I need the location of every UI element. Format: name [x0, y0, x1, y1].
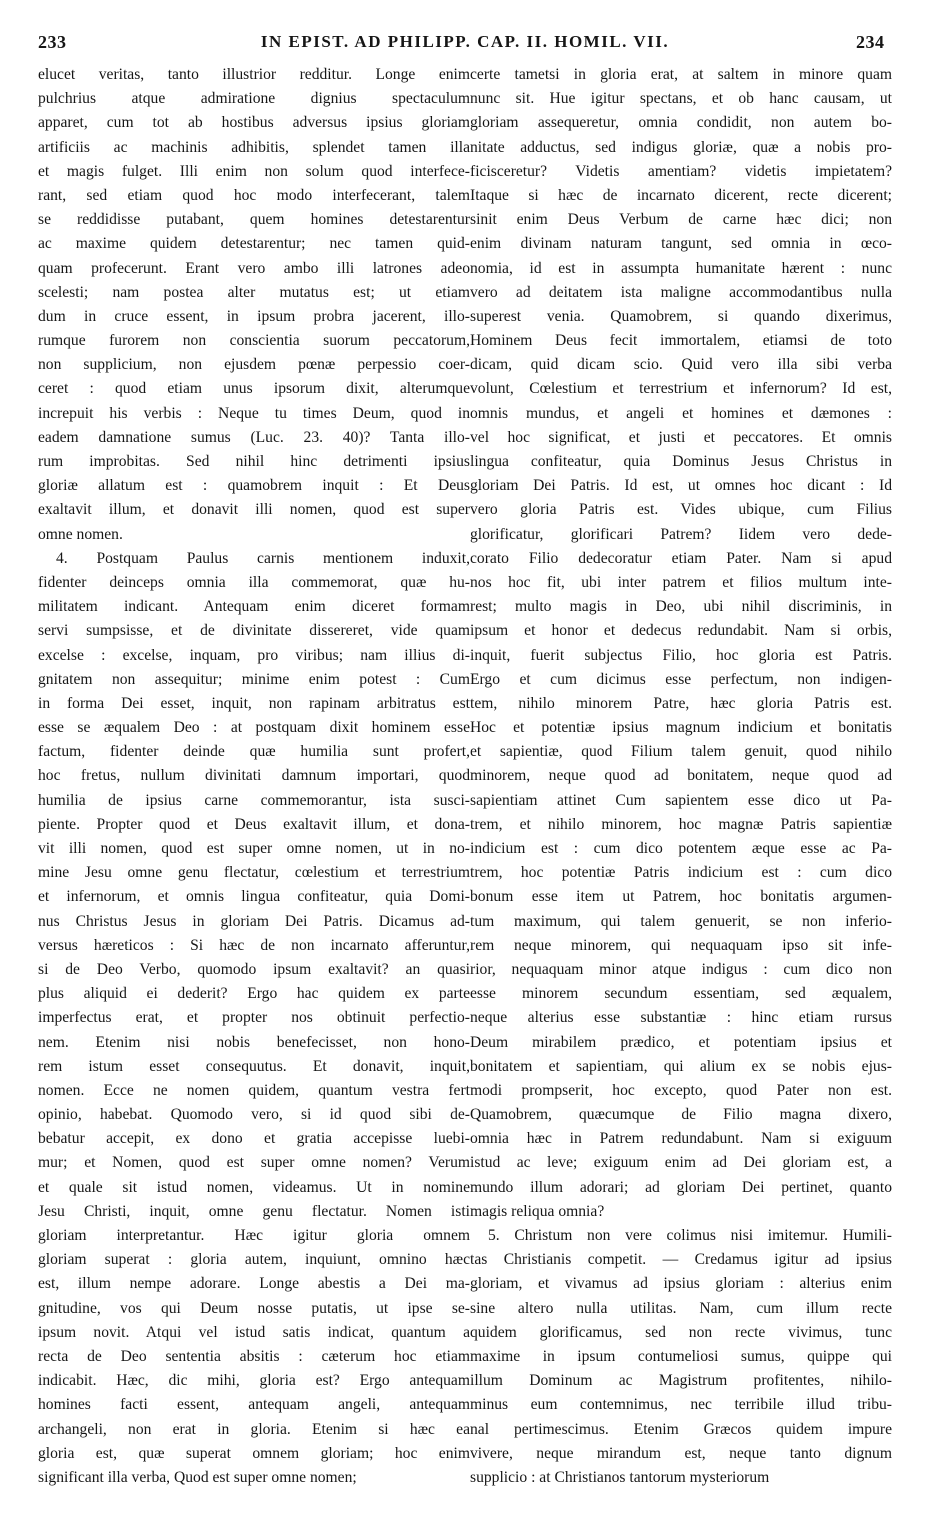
- text-line: archangeli, non erat in gloria. Etenim si hæc ea: [38, 1420, 470, 1438]
- text-line: gloriam Dei Patris. Id est, ut omnes hoc dicant : Id: [470, 477, 892, 495]
- text-line: versus hæreticos : Si hæc de non incarnato afferuntur,: [38, 936, 470, 954]
- text-line: 5. Christum non vere colimus nisi imitemur. Humili-: [488, 1227, 892, 1244]
- text-line: esse minorem secundum essentiam, sed æqualem,: [470, 985, 892, 1003]
- text-line: corato Filio dedecoratur etiam Pater. Nam si apud: [470, 549, 892, 567]
- text-line: quidem glorificamus, sed non recte vivimus, tunc: [470, 1323, 892, 1341]
- text-line: vel hoc significat, et justi et peccatores. Et omnis: [470, 428, 892, 446]
- text-line: vivere, neque mirandum est, neque tanto dignum: [470, 1444, 892, 1462]
- text-line: ipsum et honor et dedecus redundabit. Nam si orbis,: [470, 622, 892, 640]
- text-line: modi prompserit, hoc excepto, quod Pater non est.: [470, 1081, 892, 1099]
- text-line: et infernorum, et omnis lingua confiteatur, quia Domi-: [38, 888, 470, 906]
- text-line: ipsum novit. Atqui vel istud satis indicat, quantum a: [38, 1323, 470, 1341]
- text-line: homines facti essent, antequam angeli, antequam: [38, 1396, 470, 1414]
- text-line: excelse : excelse, inquam, pro viribus; nam illius di-: [38, 646, 470, 664]
- text-line: vero gloria Patris est. Vides ubique, cum Filius: [470, 501, 892, 519]
- text-line: gloria est, quæ superat omnem gloriam; hoc enim: [38, 1444, 470, 1462]
- text-line: nus Christus Jesus in gloriam Dei Patris. Dicamus ad-: [38, 912, 470, 930]
- left-text-column: [38, 63, 470, 1490]
- text-line: increpuit his verbis : Neque tu times Deum, quod in: [38, 404, 470, 422]
- text-line: ac maxime quidem detestarentur; nec tamen quid-: [38, 235, 470, 253]
- text-line: gloriam superat : gloria autem, inquiunt, omnino hæc: [38, 1251, 470, 1269]
- text-line: glorificatur, glorificari Patrem? Iidem vero dede-: [470, 525, 892, 543]
- text-line: hoc fretus, nullum divinitati damnum importari, quod: [38, 767, 470, 785]
- text-line: ceret : quod etiam unus ipsorum dixit, alterumque: [38, 380, 470, 398]
- text-line: factum, fidenter deinde quæ humilia sunt profert,: [38, 743, 470, 761]
- text-line: Deum mirabilem prædico, et potentiam ipsius et: [470, 1033, 892, 1051]
- text-line: lingua confiteatur, quia Dominus Jesus Christus in: [470, 453, 892, 470]
- text-line: vit illi nomen, quod est super omne nomen, ut in no-: [38, 840, 470, 857]
- text-line: rest; multo magis in Deo, ubi nihil discriminis, in: [470, 598, 892, 616]
- text-line: superest venia. Quamobrem, si quando dixerimus,: [470, 307, 892, 325]
- text-line: istud ac leve; exiguum enim ad Dei gloriam est, a: [470, 1154, 892, 1172]
- text-line: recta de Deo sententia absitis : cæterum hoc etiam: [38, 1347, 470, 1365]
- text-line: humilia de ipsius carne commemorantur, ista susci-: [38, 791, 470, 809]
- text-line: rem istum esset consequutus. Et donavit, inquit,: [38, 1057, 470, 1075]
- text-line: minus eum contemnimus, nec terribile illud tribu-: [470, 1396, 892, 1414]
- text-line: tum maximum, qui talem genuerit, se non inferio-: [470, 912, 892, 930]
- text-line: servi sumpsisse, et de divinitate dissereret, vide quam: [38, 622, 470, 640]
- page-number-left: 233: [38, 32, 67, 52]
- text-line: dicam, quid dicam scio. Quid vero illa sibi verba: [470, 356, 892, 374]
- text-line: quam profecerunt. Erant vero ambo illi latrones adeo: [38, 259, 470, 277]
- text-line: indicium est : cum dico potentem æque esse ac Pa-: [470, 840, 892, 857]
- text-line: si de Deo Verbo, quomodo ipsum exaltavit? an quasi: [38, 960, 470, 978]
- text-line: 4. Postquam Paulus carnis mentionem induxit,: [56, 549, 470, 567]
- text-line: tem, nihilo minorem Patre, hæc gloria Patris est.: [470, 694, 892, 712]
- text-line: tas Christianis competit. — Credamus igitur ad ipsius: [470, 1251, 892, 1269]
- text-line: neque alterius esse substantiæ : hinc etiam rursus: [470, 1009, 892, 1027]
- text-line: exaltavit illum, et donavit illi nomen, quod est super: [38, 501, 470, 519]
- text-line: maxime in ipsum contumeliosi sumus, quippe qui: [470, 1347, 892, 1365]
- text-line: mundo illum adorari; ad gloriam Dei pertinet, quanto: [470, 1178, 892, 1196]
- text-line: eadem damnatione sumus (Luc. 23. 40)? Tanta illo-: [38, 428, 470, 446]
- text-line: plus aliquid ei dederit? Ergo hac quidem ex parte: [38, 985, 470, 1003]
- text-line: se reddidisse putabant, quem homines detestarentur: [38, 211, 470, 229]
- text-line: artificiis ac machinis adhibitis, splendet tamen illa: [38, 138, 470, 156]
- text-line: enim divinam naturam tangunt, sed omnia in œco-: [470, 235, 892, 253]
- text-line: volunt, Cœlestium et terrestrium et infernorum? Id est,: [470, 380, 892, 398]
- text-line: vero ad deitatem ista maligne accommodantibus nulla: [470, 283, 892, 301]
- text-line: sinit enim Deus Verbum de carne hæc dici; non: [470, 211, 892, 229]
- text-line: imperfectus erat, et propter nos obtinuit perfectio-: [38, 1009, 470, 1027]
- text-line: significant illa verba, Quod est super omne nomen;: [38, 1468, 357, 1486]
- text-line: Quamobrem, quæcumque de Filio magna dixero,: [470, 1106, 892, 1124]
- text-line: bebatur accepit, ex dono et gratia accepisse luebi-: [38, 1130, 470, 1148]
- text-line: Ergo et cum dicimus esse perfectum, non indigen-: [470, 670, 892, 688]
- text-line: mine Jesu omne genu flectatur, cœlestium et terrestrium: [38, 864, 470, 882]
- right-text-column: [470, 63, 892, 1490]
- text-line: rior, nequaquam minor atque indigus : cum dico non: [470, 960, 892, 978]
- text-line: est, illum nempe adorare. Longe abestis a Dei ma-: [38, 1275, 470, 1293]
- text-line: gnitudine, vos qui Deum nosse putatis, ut ipse se-: [38, 1299, 470, 1317]
- text-line: Hominem Deus fecit immortalem, etiamsi de toto: [470, 332, 892, 350]
- text-line: sapientiam attinet Cum sapientem esse dico ut Pa-: [470, 791, 892, 809]
- text-line: gloriam assequeretur, omnia condidit, non autem bo-: [470, 114, 892, 132]
- text-line: Hoc et potentiæ ipsius magnum indicium et bonitatis: [470, 719, 892, 737]
- text-line: nomen. Ecce ne nomen quidem, quantum vestra fert: [38, 1081, 470, 1099]
- text-line: fidenter deinceps omnia illa commemorat, quæ hu-: [38, 573, 470, 591]
- text-line: apparet, cum tot ab hostibus adversus ipsius gloriam: [38, 114, 470, 132]
- text-line: gnitatem non assequitur; minime enim potest : Cum: [38, 670, 470, 688]
- text-line: inquit, fuerit subjectus Filio, hoc gloria est Patris.: [470, 646, 892, 664]
- running-header: [0, 0, 928, 62]
- text-line: sine altero nulla utilitas. Nam, cum illum recte: [470, 1299, 892, 1317]
- text-line: mur; et Nomen, quod est super omne nomen? Verum: [38, 1154, 470, 1172]
- text-line: magis reliqua omnia?: [470, 1202, 605, 1220]
- text-line: supplicio : at Christianos tantorum mysteriorum: [470, 1468, 770, 1486]
- text-line: nos hoc fit, ubi inter patrem et filios multum inte-: [470, 573, 892, 591]
- text-line: et quale sit istud nomen, videamus. Ut in nomine: [38, 1178, 470, 1196]
- text-line: militatem indicant. Antequam enim diceret formam: [38, 598, 470, 616]
- text-line: gloriam, et vivamus ad ipsius gloriam : alterius enim: [470, 1275, 892, 1293]
- text-line: nomia, id est in assumpta humanitate hærent : nunc: [470, 259, 892, 277]
- text-line: omne nomen.: [38, 525, 123, 543]
- text-line: esse se æqualem Deo : at postquam dixit hominem esse: [38, 719, 470, 737]
- page-number-right: 234: [856, 32, 885, 52]
- text-line: non supplicium, non ejusdem pœnæ perpessio coer-: [38, 356, 470, 374]
- text-line: rem neque minorem, qui nequaquam ipso sit infe-: [470, 936, 892, 954]
- text-line: Jesu Christi, inquit, omne genu flectatur. Nomen isti: [38, 1202, 470, 1220]
- text-line: opinio, habebat. Quomodo vero, si id quod sibi de-: [38, 1106, 470, 1124]
- text-line: piente. Propter quod et Deus exaltavit illum, et dona-: [38, 815, 470, 833]
- text-line: rumque furorem non conscientia suorum peccatorum,: [38, 332, 470, 350]
- running-title: IN EPIST. AD PHILIPP. CAP. II. HOMIL. VII.: [260, 32, 670, 51]
- text-line: dum in cruce essent, in ipsum probra jacerent, illo-: [38, 307, 470, 325]
- text-line: certe tametsi in gloria erat, at saltem in minore quam: [470, 66, 892, 83]
- text-line: omnis mundus, et angeli et homines et dæmones :: [470, 404, 892, 422]
- text-line: bonum esse item ut Patrem, hoc bonitatis argumen-: [470, 888, 892, 906]
- text-line: scelesti; nam postea alter mutatus est; ut etiam: [38, 283, 470, 301]
- text-line: nem. Etenim nisi nobis benefecisset, non hono-: [38, 1033, 470, 1051]
- text-line: nal pertimescimus. Etenim Græcos quidem impure: [470, 1420, 892, 1438]
- text-line: illum Dominum ac Magistrum profitentes, nihilo-: [470, 1372, 892, 1390]
- text-line: pulchrius atque admiratione dignius spectaculum: [38, 90, 470, 108]
- text-line: omnia hæc in Patrem redundabunt. Nam si exiguum: [470, 1130, 892, 1148]
- text-line: et sapientiæ, quod Filium talem genuit, quod nihilo: [470, 743, 892, 761]
- text-line: trem, hoc potentiæ Patris indicium est : cum dico: [470, 864, 892, 882]
- text-line: rum improbitas. Sed nihil hinc detrimenti ipsius: [38, 453, 470, 470]
- text-line: elucet veritas, tanto illustrior redditur. Longe enim: [38, 66, 470, 83]
- text-line: indicabit. Hæc, dic mihi, gloria est? Ergo antequam: [38, 1372, 470, 1390]
- text-line: nunc sit. Hue igitur spectans, et ob hanc causam, ut: [470, 90, 892, 108]
- text-line: nitate adductus, sed indigus gloriæ, quæ a nobis pro-: [470, 138, 892, 156]
- text-line: gloriam interpretantur. Hæc igitur gloria omnem: [38, 1227, 470, 1244]
- text-line: et magis fulget. Illi enim non solum quod interfece-: [38, 162, 470, 180]
- text-line: gloriæ allatum est : quamobrem inquit : Et Deus: [38, 477, 470, 495]
- text-line: ficisceretur? Videtis amentiam? videtis impietatem?: [470, 162, 892, 180]
- text-line: minorem, neque quod ad bonitatem, neque quod ad: [470, 767, 892, 785]
- text-line: trem, et nihilo minorem, hoc magnæ Patris sapientiæ: [470, 815, 892, 833]
- text-line: rant, sed etiam quod hoc modo interfecerant, talem: [38, 186, 470, 204]
- text-line: in forma Dei esset, inquit, non rapinam arbitratus est: [38, 694, 470, 712]
- text-line: bonitatem et sapientiam, qui alium ex se nobis ejus-: [470, 1057, 892, 1075]
- text-line: Itaque si hæc de incarnato dicerent, recte dicerent;: [470, 186, 892, 204]
